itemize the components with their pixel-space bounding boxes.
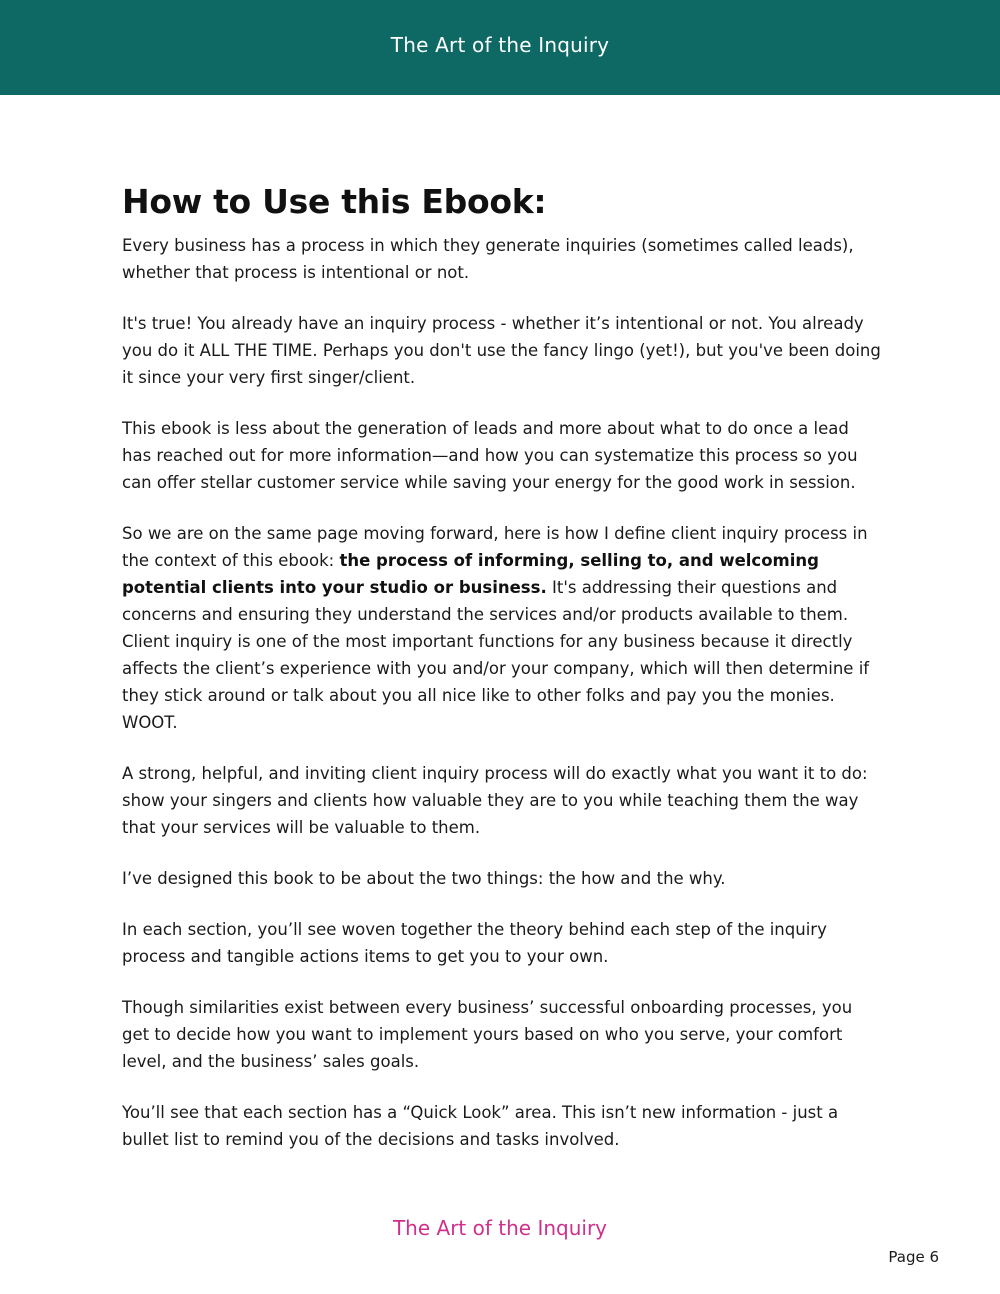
paragraph-strong-process: A strong, helpful, and inviting client inquiry process will do exactly what you want it to do: show your singers and clients how valuable they are to you while teaching them the way that your services will be valuable to them. (122, 764, 868, 837)
paragraph-similarities: Though similarities exist between every business’ successful onboarding processes, you get to decide how you want to implement yours based on who you serve, your comfort level, and the business’ sales goals. (122, 998, 853, 1071)
paragraph-ebook-focus: This ebook is less about the generation of leads and more about what to do once a lead has reached out for more information—and how you can systematize this process so you can offer stellar customer service while saving your energy for the good work in session. (122, 419, 858, 492)
main-content (122, 178, 882, 1177)
header-title: The Art of the Inquiry (390, 33, 610, 57)
paragraph-each-section: In each section, you’ll see woven together the theory behind each step of the inquiry process and tangible actions items to get you to your own. (122, 920, 827, 966)
definition-lead-text: So we are on the same page moving forward, here is how I define client inquiry process in the context of this ebook: (122, 524, 868, 570)
footer-title: The Art of the Inquiry (392, 1216, 608, 1240)
paragraph-intro: Every business has a process in which they generate inquiries (sometimes called leads), whether that process is intentional or not. (122, 236, 854, 282)
paragraph-inquiry-process: It's true! You already have an inquiry process - whether it’s intentional or not. You already you do it ALL THE TIME. Perhaps you don't use the fancy lingo (yet!), but you've been doing it since your very first singer/client. (122, 314, 881, 387)
page-title: How to Use this Ebook: (122, 182, 547, 221)
definition-bold-text: the process of informing, selling to, and welcoming potential clients into your studio or business. (122, 551, 819, 597)
paragraph-quick-look: You’ll see that each section has a “Quick Look” area. This isn’t new information - just a bullet list to remind you of the decisions and tasks involved. (122, 1103, 839, 1149)
header-band (0, 0, 1000, 95)
paragraph-how-and-why: I’ve designed this book to be about the two things: the how and the why. (122, 869, 726, 888)
definition-trailing-text: It's addressing their questions and concerns and ensuring they understand the services and/or products available to them. Client inquiry is one of the most important functions for any business because it directly affects the client’s experience with you and/or your company, which will then determine if they stick around or talk about you all nice like to other folks and pay you the monies. WOOT. (122, 578, 870, 732)
page-number: Page 6 (888, 1248, 939, 1266)
paragraph-definition (122, 520, 882, 736)
